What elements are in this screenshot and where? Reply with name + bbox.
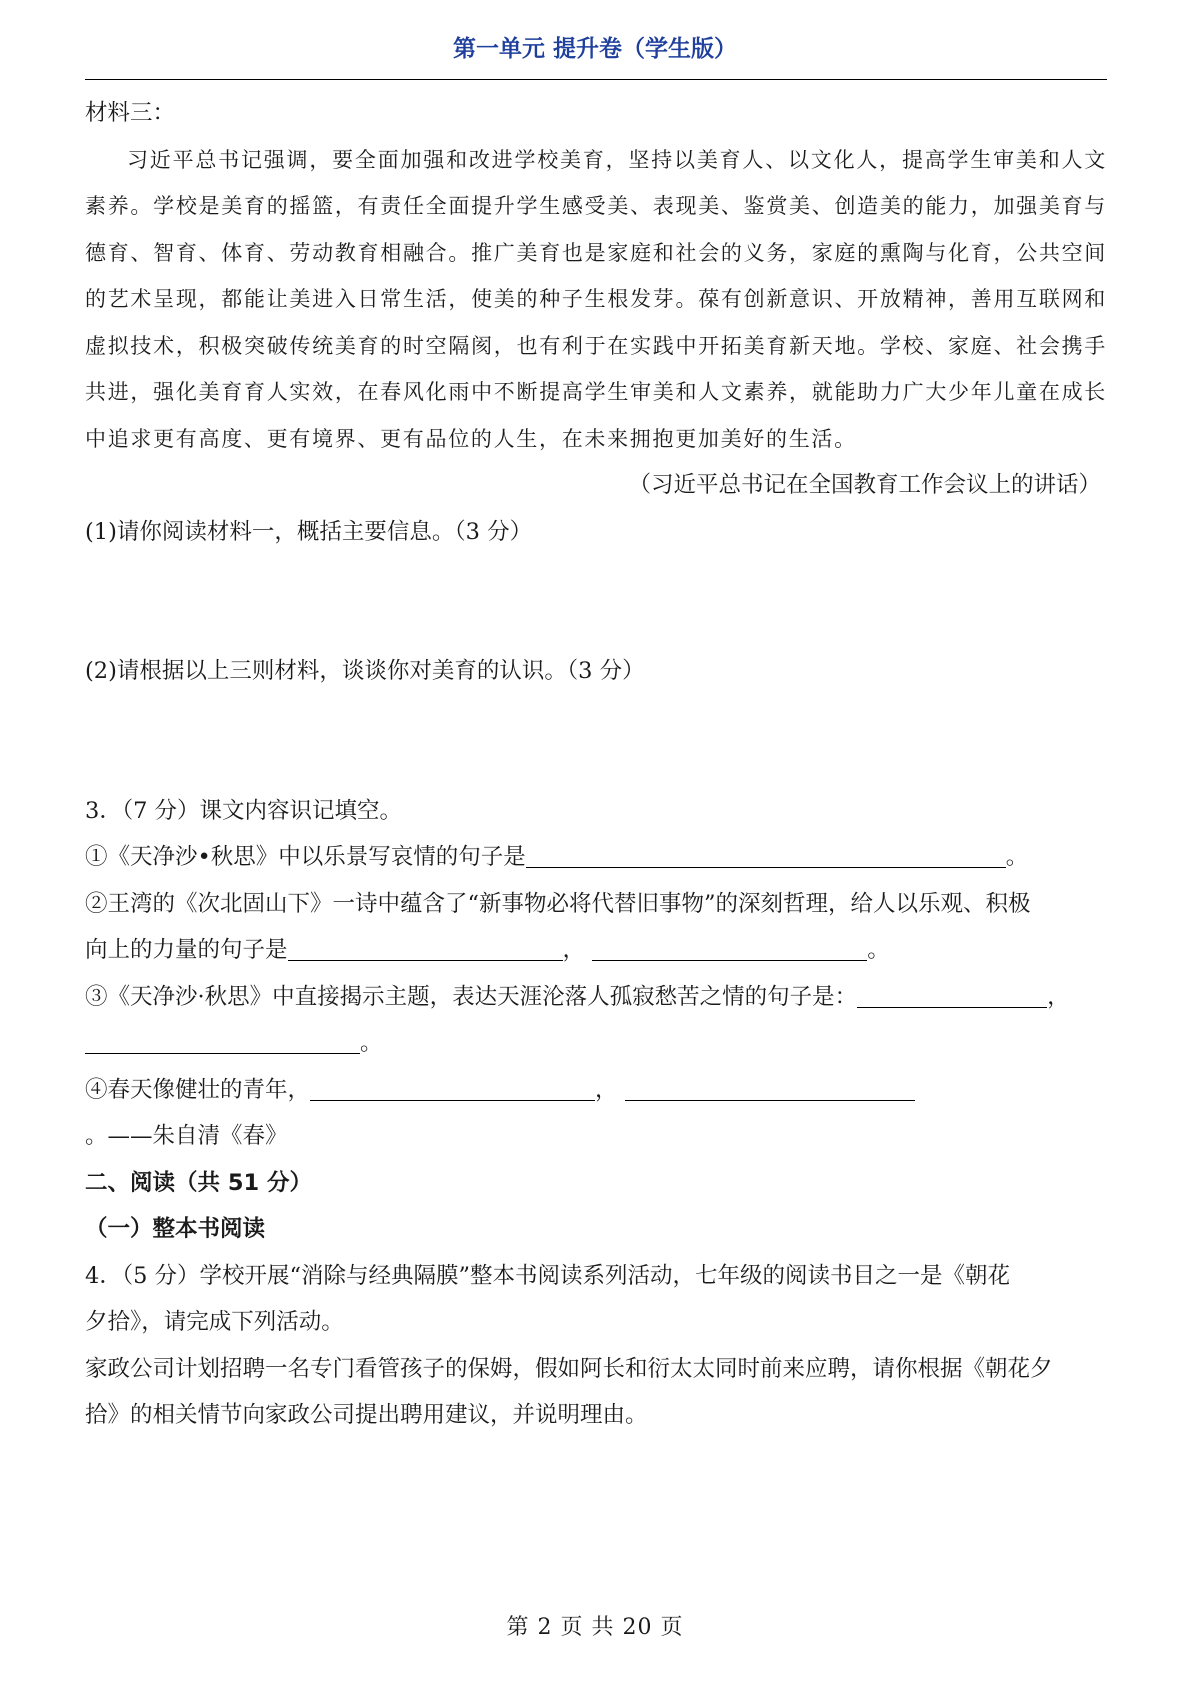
question4-stem-line1: 4．（5 分）学校开展“消除与经典隔膜”整本书阅读系列活动，七年级的阅读书目之一是《朝花	[85, 1262, 1011, 1289]
item3-prefix: ③《天净沙·秋思》中直接揭示主题，表达天涯沦落人孤寂愁苦之情的句子是：	[85, 983, 858, 1010]
fill-blank	[526, 841, 1006, 868]
item2-mid: ，	[562, 937, 586, 963]
fill-blank	[310, 1074, 595, 1101]
section2-sub-heading: （一）整本书阅读	[85, 1216, 266, 1242]
question3-item2-line1: ②王湾的《次北固山下》一诗中蕴含了“新事物必将代替旧事物”的深刻哲理，给人以乐观、积极	[85, 890, 1031, 917]
material3-label: 材料三：	[85, 100, 176, 126]
item3-mid: ，	[1047, 983, 1070, 1010]
fill-blank	[288, 934, 563, 961]
fill-blank	[85, 1027, 360, 1054]
question4-stem-line2: 夕拾》，请完成下列活动。	[85, 1309, 344, 1335]
item4-suffix: 。——朱自清《春》	[85, 1123, 288, 1149]
item2-suffix: 。	[867, 937, 890, 963]
material3-source: （习近平总书记在全国教育工作会议上的讲话）	[628, 472, 1101, 498]
item3-suffix: 。	[360, 1030, 383, 1056]
answer-space	[85, 695, 1107, 788]
header-divider	[85, 79, 1107, 80]
item1-suffix: 。	[1005, 844, 1029, 870]
question3-item3	[85, 974, 1107, 1021]
item2-prefix: 向上的力量的句子是	[85, 937, 288, 963]
fill-blank	[625, 1074, 915, 1101]
fill-blank	[857, 981, 1047, 1008]
question3-item4	[85, 1067, 1107, 1160]
question3-stem: 3．（7 分）课文内容识记填空。	[85, 797, 403, 824]
item1-prefix: ①《天净沙•秋思》中以乐景写哀情的句子是	[85, 844, 526, 870]
fill-blank	[592, 934, 867, 961]
item4-mid: ，	[595, 1076, 618, 1103]
document-body	[85, 90, 1107, 1439]
question4-task-line2: 拾》的相关情节向家政公司提出聘用建议，并说明理由。	[85, 1402, 648, 1428]
question3-item1	[85, 834, 1107, 881]
question3-item3-line2	[85, 1020, 1107, 1067]
page-footer: 第 2 页 共 20 页	[506, 1615, 684, 1640]
question4-task-line1: 家政公司计划招聘一名专门看管孩子的保姆，假如阿长和衍太太同时前来应聘，请你根据《朝花夕	[85, 1355, 1053, 1382]
section2-heading: 二、阅读（共 51 分）	[85, 1169, 312, 1196]
material3-body: 习近平总书记强调，要全面加强和改进学校美育，坚持以美育人、以文化人，提高学生审美和人文素养。学校是美育的摇篮，有责任全面提升学生感受美、表现美、鉴赏美、创造美的能力，加强美育与德育、智育、体育、劳动教育相融合。推广美育也是家庭和社会的义务，家庭的熏陶与化育，公共空间的艺术呈现，都能让美进入日常生活，使美的种子生根发芽。葆有创新意识、开放精神，善用互联网和虚拟技术，积极突破传统美育的时空隔阂，也有利于在实践中开拓美育新天地。学校、家庭、社会携手共进，强化美育育人实效，在春风化雨中不断提高学生审美和人文素养，就能助力广大少年儿童在成长中追求更有高度、更有境界、更有品位的人生，在未来拥抱更加美好的生活。	[85, 147, 1107, 451]
page-header-title: 第一单元 提升卷（学生版）	[452, 36, 737, 62]
question2-sub1: (1)请你阅读材料一，概括主要信息。（3 分）	[85, 518, 533, 545]
item4-prefix: ④春天像健壮的青年，	[85, 1076, 311, 1103]
answer-space	[85, 555, 1107, 648]
question3-item2-line2	[85, 927, 1107, 974]
question2-sub2: (2)请根据以上三则材料，谈谈你对美育的认识。（3 分）	[85, 658, 645, 684]
